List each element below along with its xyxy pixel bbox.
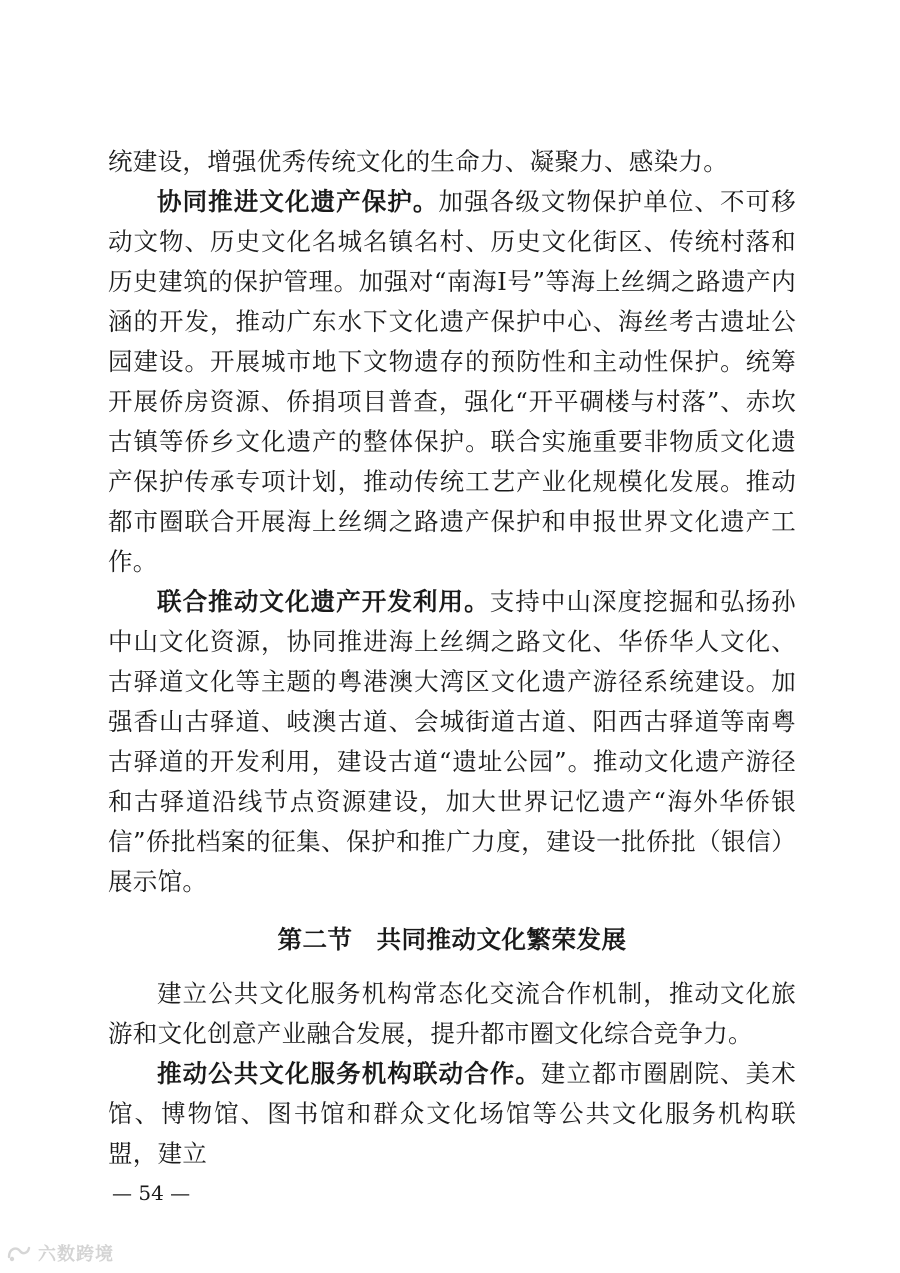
paragraph-text: 统建设，增强优秀传统文化的生命力、凝聚力、感染力。 bbox=[108, 147, 728, 176]
paragraph-heading: 联合推动文化遗产开发利用。 bbox=[157, 587, 490, 616]
paragraph-heading: 协同推进文化遗产保护。 bbox=[157, 187, 439, 216]
paragraph-text: 支持中山深度挖掘和弘扬孙中山文化资源，协同推进海上丝绸之路文化、华侨华人文化、古驿道文化等主题的粤港澳大湾区文化遗产游径系统建设。加强香山古驿道、岐澳古道、会城街道古道、阳西古驿道等南粤古驿道的开发利用，建设古道“遗址公园”。推动文化遗产游径和古驿道沿线节点资源建设，加大世界记忆遗产“海外华侨银信”侨批档案的征集、保护和推广力度，建设一批侨批（银信）展示馆。 bbox=[108, 587, 797, 896]
section-title bbox=[108, 914, 796, 966]
paragraph-heritage-protection bbox=[108, 182, 796, 582]
paragraph-public-culture bbox=[108, 1054, 796, 1174]
paragraph-text: 建立都市圈剧院、美术馆、博物馆、图书馆和群众文化场馆等公共文化服务机构联盟，建立 bbox=[108, 1059, 796, 1168]
watermark-text: 六数跨境 bbox=[38, 1244, 114, 1265]
section-heading: 共同推动文化繁荣发展 bbox=[376, 925, 627, 954]
document-page bbox=[108, 142, 796, 1174]
watermark bbox=[6, 1240, 114, 1266]
paragraph-section-intro bbox=[108, 974, 796, 1054]
page-number: — 54 — bbox=[112, 1181, 191, 1205]
paragraph-text: 加强各级文物保护单位、不可移动文物、历史文化名城名镇名村、历史文化街区、传统村落和历史建筑的保护管理。加强对“南海Ⅰ号”等海上丝绸之路遗产内涵的开发，推动广东水下文化遗产保护中心、海丝考古遗址公园建设。开展城市地下文物遗存的预防性和主动性保护。统筹开展侨房资源、侨捐项目普查，强化“开平碉楼与村落”、赤坎古镇等侨乡文化遗产的整体保护。联合实施重要非物质文化遗产保护传承专项计划，推动传统工艺产业化规模化发展。推动都市圈联合开展海上丝绸之路遗产保护和申报世界文化遗产工作。 bbox=[108, 187, 796, 576]
section-number: 第二节 bbox=[277, 925, 353, 954]
paragraph-heritage-utilization bbox=[108, 582, 796, 902]
paragraph-text: 建立公共文化服务机构常态化交流合作机制，推动文化旅游和文化创意产业融合发展，提升都市圈文化综合竞争力。 bbox=[108, 979, 796, 1048]
paragraph-heading: 推动公共文化服务机构联动合作。 bbox=[157, 1059, 541, 1088]
logo-icon bbox=[6, 1243, 32, 1263]
paragraph-continuation bbox=[108, 142, 796, 182]
